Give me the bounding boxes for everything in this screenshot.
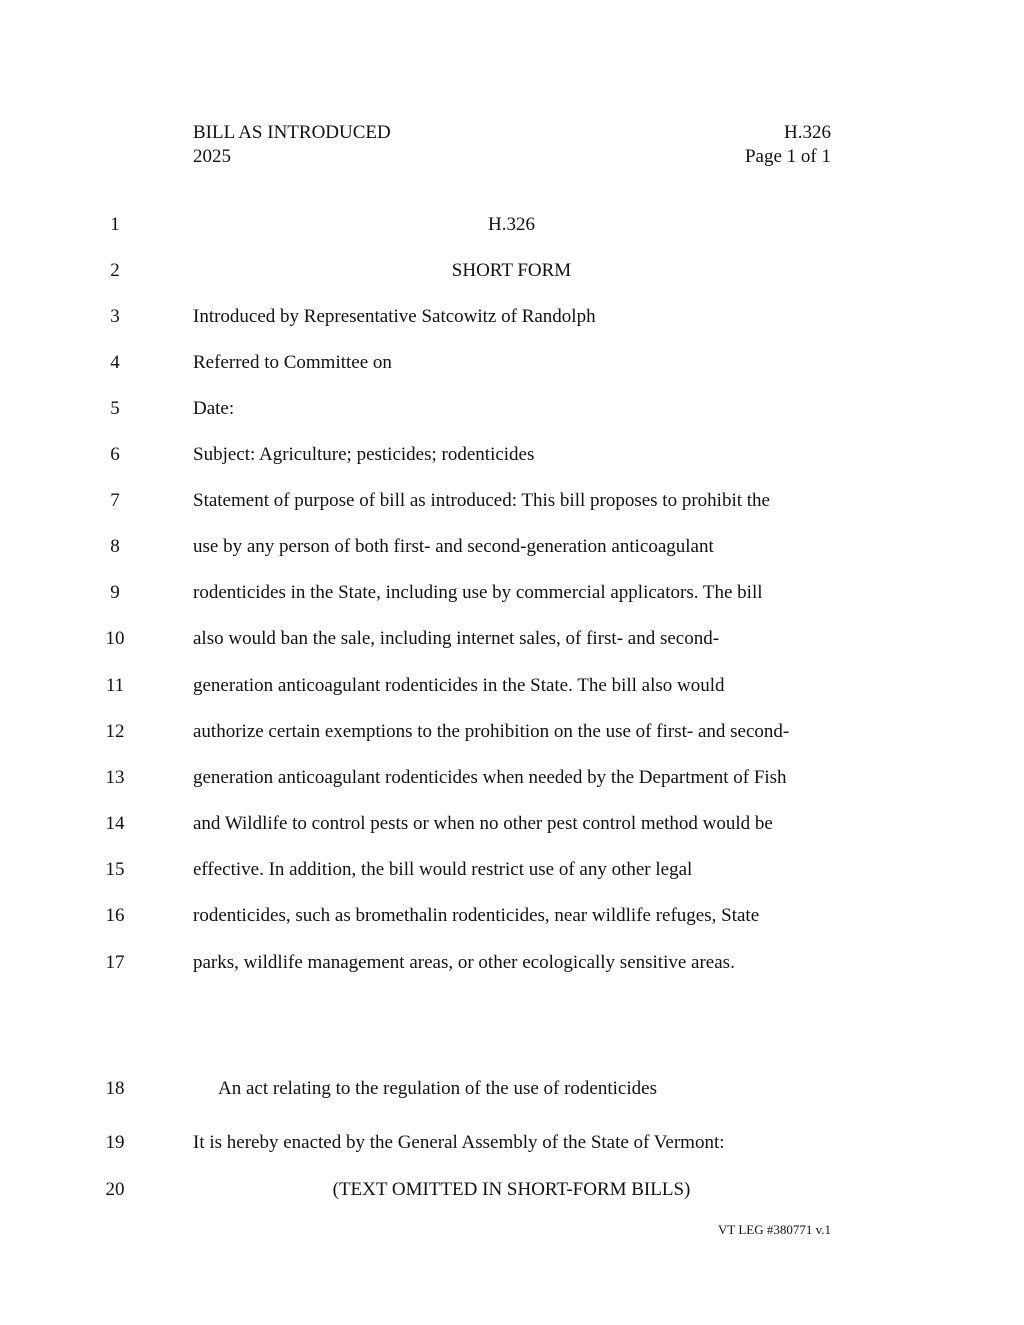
referred-to-committee: Referred to Committee on [193,352,392,373]
statement-of-purpose-text: Statement of purpose of bill as introduced: This bill proposes to prohibit the [193,490,770,511]
bill-line [0,811,1024,837]
bill-line [0,580,1024,606]
bill-line [0,719,1024,745]
header-left-year: 2025 [193,146,231,167]
bill-line [0,258,1024,284]
line-number: 14 [105,813,125,834]
line-number: 10 [105,628,125,649]
header-left-title: BILL AS INTRODUCED [193,122,391,143]
line-number: 6 [110,444,120,465]
line-number: 13 [105,767,125,788]
bill-line [0,350,1024,376]
line-number: 20 [105,1179,125,1200]
line-number: 4 [110,352,120,373]
bill-line [0,1076,1024,1102]
line-number: 7 [110,490,120,511]
bill-line [0,765,1024,791]
line-number: 11 [105,675,125,696]
line-number: 2 [110,260,120,281]
bill-line [0,626,1024,652]
header-right-page-number: Page 1 of 1 [744,146,831,167]
bill-line [0,304,1024,330]
short-form-title: SHORT FORM [451,260,572,281]
statement-of-purpose-text: and Wildlife to control pests or when no other pest control method would be [193,813,773,834]
bill-line [0,903,1024,929]
line-number: 12 [105,721,125,742]
line-number: 17 [105,952,125,973]
statement-of-purpose-text: use by any person of both first- and second-generation anticoagulant [193,536,714,557]
statement-of-purpose-text: rodenticides in the State, including use by commercial applicators. The bill [193,582,763,603]
bill-line [0,442,1024,468]
statement-of-purpose-text: generation anticoagulant rodenticides when needed by the Department of Fish [193,767,787,788]
act-title: An act relating to the regulation of the use of rodenticides [218,1078,657,1099]
statement-of-purpose-text: authorize certain exemptions to the prohibition on the use of first- and second- [193,721,790,742]
statement-of-purpose-text: rodenticides, such as bromethalin rodenticides, near wildlife refuges, State [193,905,760,926]
header-right-bill-number: H.326 [784,122,831,143]
document-id-footer: VT LEG #380771 v.1 [717,1222,831,1237]
bill-line [0,534,1024,560]
line-number: 19 [105,1132,125,1153]
subject-line: Subject: Agriculture; pesticides; rodenticides [193,444,535,465]
text-omitted-notice: (TEXT OMITTED IN SHORT-FORM BILLS) [332,1179,691,1200]
line-number: 3 [110,306,120,327]
line-number: 8 [110,536,120,557]
bill-number-title: H.326 [488,214,535,235]
line-number: 15 [105,859,125,880]
bill-line [0,950,1024,976]
line-number: 1 [110,214,120,235]
bill-line [0,1177,1024,1203]
line-number: 18 [105,1078,125,1099]
line-number: 16 [105,905,125,926]
date-field: Date: [193,398,235,419]
bill-line [0,1130,1024,1156]
statement-of-purpose-text: also would ban the sale, including internet sales, of first- and second- [193,628,720,649]
bill-line [0,212,1024,238]
statement-of-purpose-text: effective. In addition, the bill would restrict use of any other legal [193,859,693,880]
line-number: 5 [110,398,120,419]
statement-of-purpose-text: generation anticoagulant rodenticides in the State. The bill also would [193,675,725,696]
introduced-by: Introduced by Representative Satcowitz of Randolph [193,306,596,327]
line-number: 9 [110,582,120,603]
bill-line [0,396,1024,422]
bill-line [0,673,1024,699]
enacting-clause: It is hereby enacted by the General Assembly of the State of Vermont: [193,1132,725,1153]
bill-line [0,857,1024,883]
statement-of-purpose-text: parks, wildlife management areas, or other ecologically sensitive areas. [193,952,735,973]
bill-line [0,488,1024,514]
